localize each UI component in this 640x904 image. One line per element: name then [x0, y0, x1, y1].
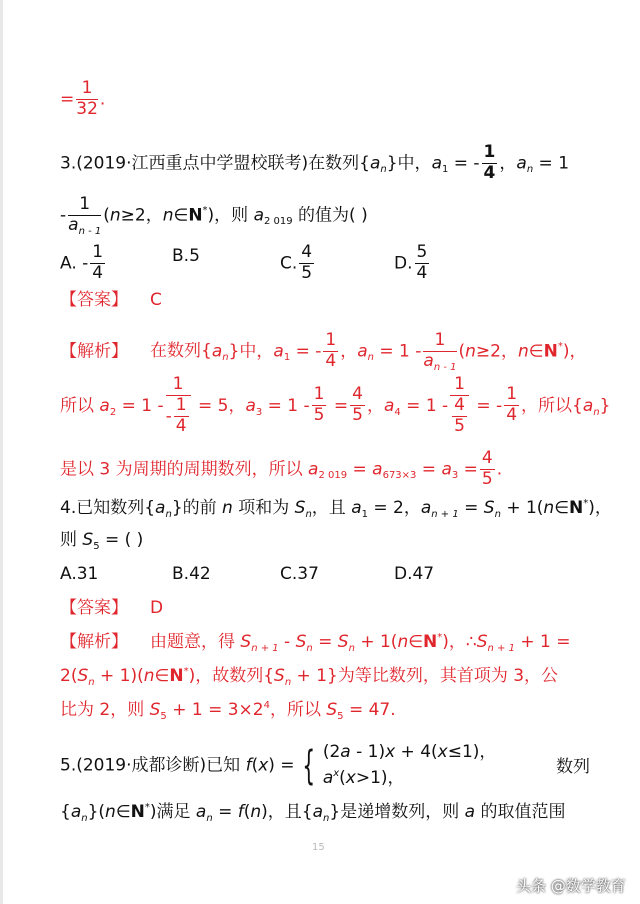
q3-analysis-line-3: 是以 3 为周期的周期数列，所以 $a_{2 019} = a_{673\times 3} = a_3$ = $\frac{4}{5}$ .: [60, 448, 503, 489]
fraction: 1 - $\frac{1}{4}$: [166, 376, 191, 436]
watermark: 头条 @数学教育: [516, 877, 626, 895]
fraction: $\frac{5}{4}$: [416, 242, 428, 283]
q3-option-c: C. $\frac{4}{5}$: [280, 242, 313, 283]
fraction: $\frac{1}{4}$: [92, 242, 104, 283]
q4-option-b: B.42: [172, 564, 211, 584]
fraction: $\frac{4}{5}$: [301, 242, 313, 283]
q5-line-2: $\{a_n\}(n\in N^*)$满足 $a_n = f(n)$，且$\{a_n\}$是递增数列，则 a 的取值范围: [60, 802, 566, 824]
fraction: $\frac{1}{4}$: [506, 384, 518, 426]
q3-line-1: 3.(2019·江西重点中学盟校联考)在数列$\{a_n\}$中，$a_1$ = - $\frac{1}{4}$ ，$a_n = 1$: [60, 142, 570, 183]
q4-analysis-line-2: $2(S_n$ + 1)(n∈N*)，故数列$\{S_n + 1\}$为等比数列，其首项为 3，公: [60, 666, 559, 688]
q3-option-b: B.5: [172, 246, 200, 266]
period: .: [99, 89, 106, 110]
q5-line-1-tail: 数列: [556, 757, 590, 777]
fraction: $\frac{1}{a_{n - 1}}$: [68, 194, 102, 237]
q4-answer: 【答案】 D: [60, 598, 164, 618]
q3-analysis-line-2: 所以 $a_2 = 1$ - 1 - $\frac{1}{4}$ = 5，$a_3 = 1$ - $\frac{1}{5}$ = $\frac{4}{5}$ ，$a_4 = 1$ - $\frac{1}{\frac{4}{5}}$ = - $\frac{1}{4}$ ，所以$\{a_n\}$: [60, 374, 611, 436]
q4-option-c: C.37: [280, 564, 319, 584]
q3-line-2: - $\frac{1}{a_{n - 1}}$ (n≥2，n∈N*)，则 $a_{2 019}$ 的值为( ): [60, 194, 368, 237]
q4-line-1: 4.已知数列$\{a_n\}$的前 n 项和为 $S_n$，且 $a_1 = 2$，$a_{n + 1} = S_n$ + 1(n∈N*)，: [60, 498, 612, 520]
fraction: $\frac{1}{4}$: [175, 394, 187, 436]
prev-answer-tail: [60, 80, 105, 119]
q4-analysis-line-1: 【解析】 由题意，得 $S_{n + 1} - S_n = S_n$ + 1(n∈N*)，$\therefore S_{n + 1} + 1$ =: [60, 632, 571, 654]
fraction: $\frac{1}{5}$: [313, 384, 325, 426]
q4-line-2: 则 $S_5$ = ( ): [60, 530, 144, 552]
fraction: $\frac{1}{4}$: [483, 142, 496, 183]
fraction: $\frac{1}{4}$: [325, 330, 337, 371]
page-number: 15: [312, 842, 325, 853]
q3-option-a: A. - $\frac{1}{4}$: [60, 242, 104, 283]
fraction: $\frac{1}{a_{n - 1}}$: [423, 330, 457, 373]
piecewise-cases: (2a - 1)x + 4(x≤1)， $a^x(x>1)$，: [322, 742, 497, 788]
fraction: $\frac{1}{32}$: [76, 78, 98, 119]
equals-sign: =: [60, 89, 75, 110]
q4-option-d: D.47: [394, 564, 435, 584]
q3-option-d: D. $\frac{5}{4}$: [394, 242, 428, 283]
fraction: $\frac{1}{\frac{4}{5}}$: [450, 376, 469, 436]
q4-analysis-line-3: 比为 2，则 $S_5 + 1 = 3\times 2^4$，所以 $S_5 = 47$.: [60, 700, 396, 722]
fraction: $\frac{4}{5}$: [454, 394, 465, 436]
fraction: $\frac{4}{5}$: [481, 448, 493, 489]
q3-answer: 【答案】 C: [60, 290, 162, 310]
q4-option-a: A.31: [60, 564, 99, 584]
left-brace: {: [302, 742, 316, 789]
page-edge: [0, 0, 3, 904]
fraction: $\frac{4}{5}$: [352, 384, 363, 426]
q5-line-1: 5.(2019·成都诊断)已知 f(x) = { (2a - 1)x + 4(x≤1)， $a^x(x>1)$，: [60, 740, 496, 791]
q3-analysis-line-1: 【解析】 在数列$\{a_n\}$中，$a_1$ = - $\frac{1}{4}$ ，$a_n = 1$ - $\frac{1}{a_{n - 1}}$ (n≥2，n∈N*)，: [60, 330, 587, 373]
